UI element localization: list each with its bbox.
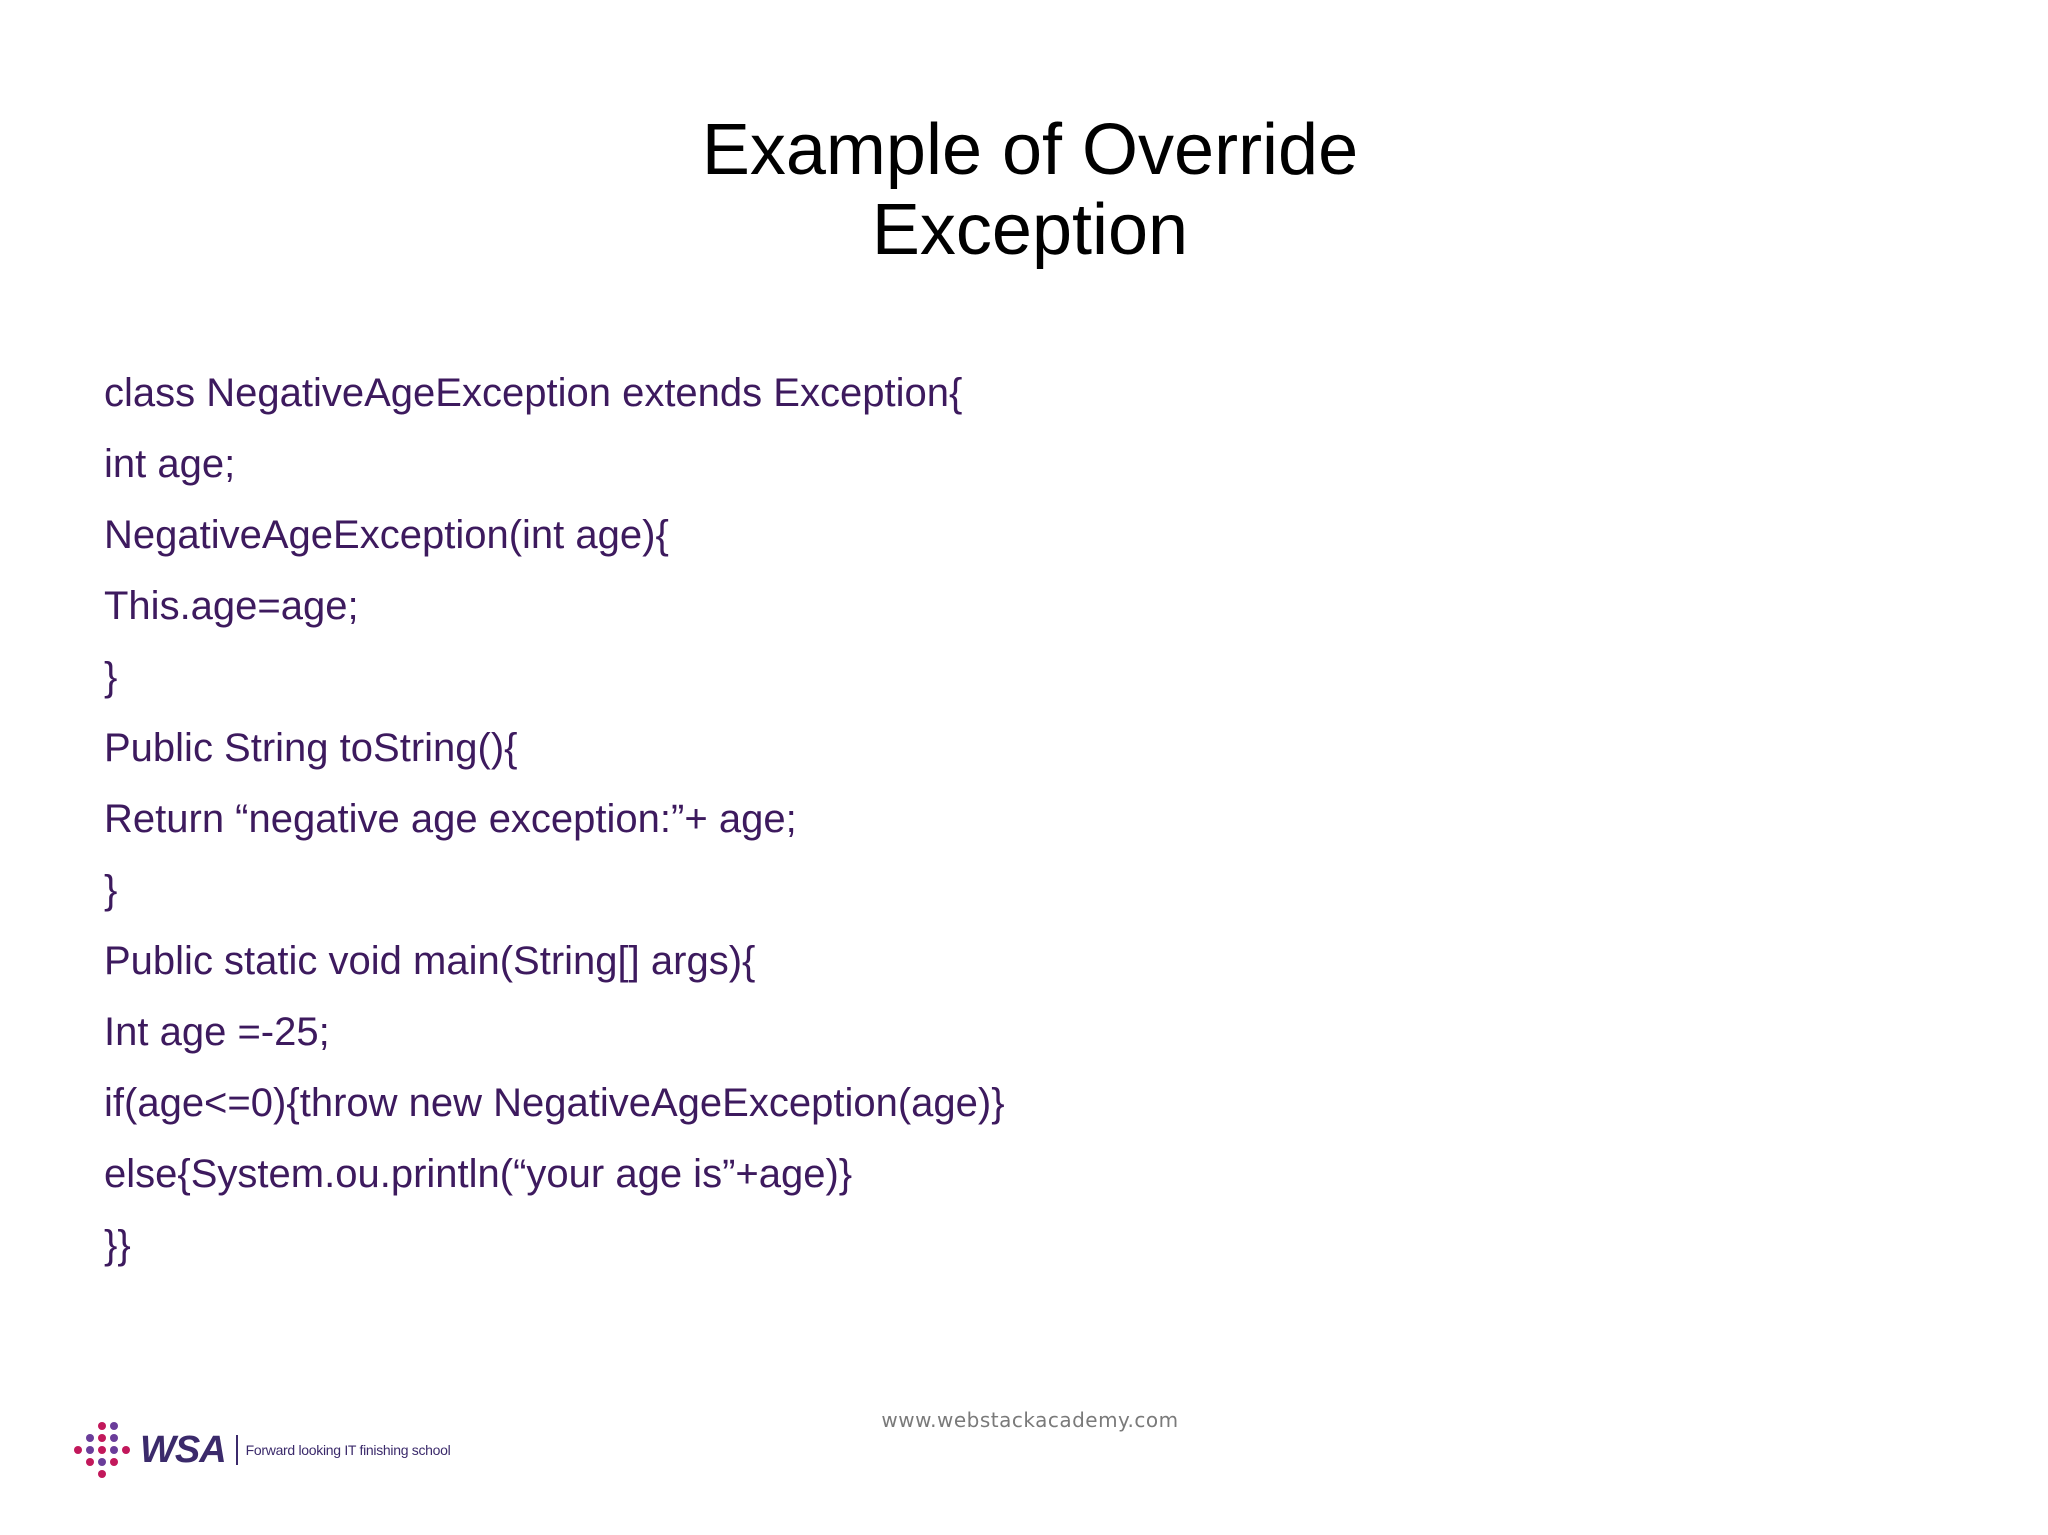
slide-title-line1: Example of Override [701,110,1359,190]
code-line: else{System.ou.println(“your age is”+age)} [104,1152,853,1196]
logo-dots-icon [72,1420,132,1480]
footer-url: www.webstackacademy.com [881,1408,1179,1432]
code-line: class NegativeAgeException extends Exception{ [104,371,963,415]
code-line: if(age<=0){throw new NegativeAgeException(age)} [104,1081,1005,1125]
slide-title-line2: Exception [871,190,1189,270]
wsa-logo [72,1420,450,1480]
code-line: }} [104,1223,131,1267]
logo-brand: WSA [140,1428,226,1471]
code-line: Public static void main(String[] args){ [104,939,756,983]
logo-divider [236,1435,238,1465]
code-line: } [104,655,118,699]
logo-tagline: Forward looking IT finishing school [245,1442,451,1458]
slide-title [0,110,2048,270]
code-line: Return “negative age exception:”+ age; [104,797,797,841]
code-line: Public String toString(){ [104,726,518,770]
code-line: int age; [104,442,236,486]
code-line: NegativeAgeException(int age){ [104,513,669,557]
code-line: Int age =-25; [104,1010,330,1054]
code-listing [104,358,1904,1281]
code-line: } [104,868,118,912]
code-line: This.age=age; [104,584,359,628]
